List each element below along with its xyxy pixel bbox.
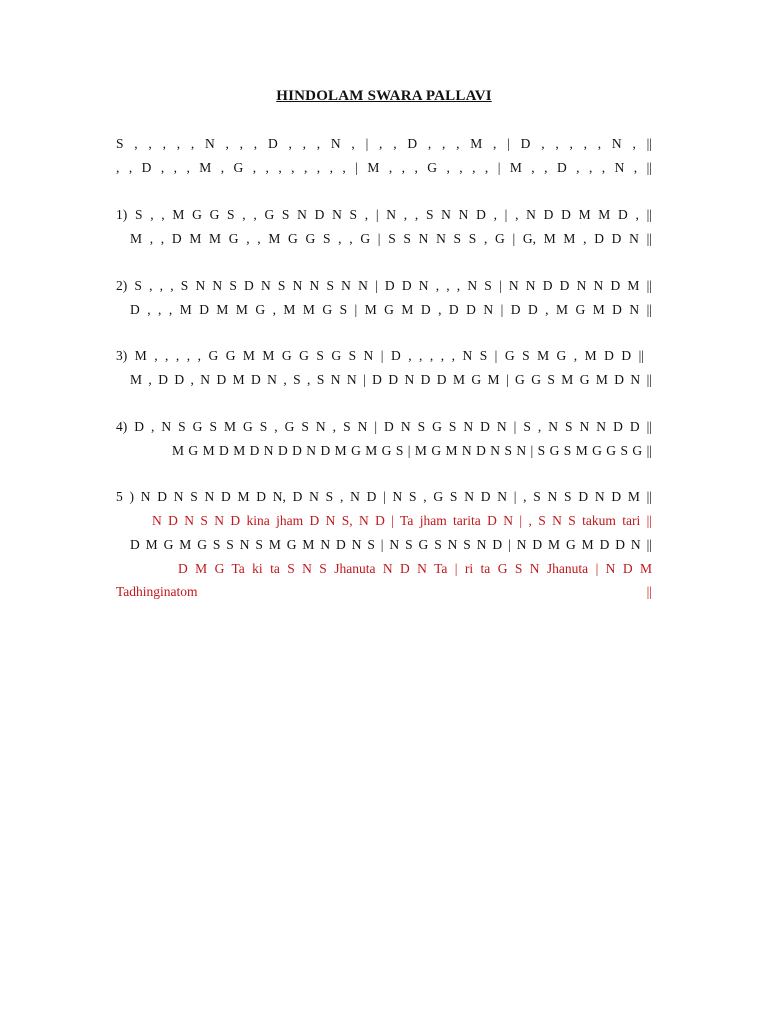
notation-line: 1) S , , M G G S , , G S N D N S , | N , , S N N D , | , N D D M M D , || xyxy=(116,207,652,222)
notation-line: D , , , M D M M G , M M G S | M G M D , D D N | D D , M G M D N || xyxy=(130,302,652,317)
notation-line: , , D , , , M , G , , , , , , , , | M , , , G , , , , | M , , D , , , N , || xyxy=(116,160,652,175)
page-title: HINDOLAM SWARA PALLAVI xyxy=(276,88,492,104)
notation-line: 3) M , , , , , G G M M G G S G S N | D , , , , , N S | G S M G , M D D || xyxy=(116,348,644,363)
sahitya-line: N D N S N D kina jham D N S, N D | Ta jham tarita D N | , S N S takum tari || xyxy=(152,513,652,528)
sahitya-line: D M G Ta ki ta S N S Jhanuta N D N Ta | ri ta G S N Jhanuta | N D M xyxy=(178,561,652,576)
notation-line: S , , , , , N , , , D , , , N , | , , D , , , M , | D , , , , , N , || xyxy=(116,136,652,151)
notation-line: 4) D , N S G S M G S , G S N , S N | D N S G S N D N | S , N S N N D D || xyxy=(116,419,652,434)
notation-line: 2) S , , , S N N S D N S N N S N N | D D N , , , N S | N N D D N N D M || xyxy=(116,278,652,293)
notation-line: D M G M G S S N S M G M N D N S | N S G S N S N D | N D M G M D D N || xyxy=(130,537,652,552)
notation-line: 5 ) N D N S N D M D N, D N S , N D | N S , G S N D N | , S N S D N D M || xyxy=(116,489,652,504)
notation-line: M G M D M D N D D N D M G M G S | M G M N D N S N | S G S M G G S G || xyxy=(172,443,652,458)
notation-line: M , D D , N D M D N , S , S N N | D D N D D M G M | G G S M G M D N || xyxy=(130,372,652,387)
sahitya-line-end: Tadhinginatom xyxy=(116,584,198,599)
line-end-bar: || xyxy=(646,584,652,599)
notation-line: M , , D M M G , , M G G S , , G | S S N N S S , G | G, M M , D D N || xyxy=(130,231,652,246)
